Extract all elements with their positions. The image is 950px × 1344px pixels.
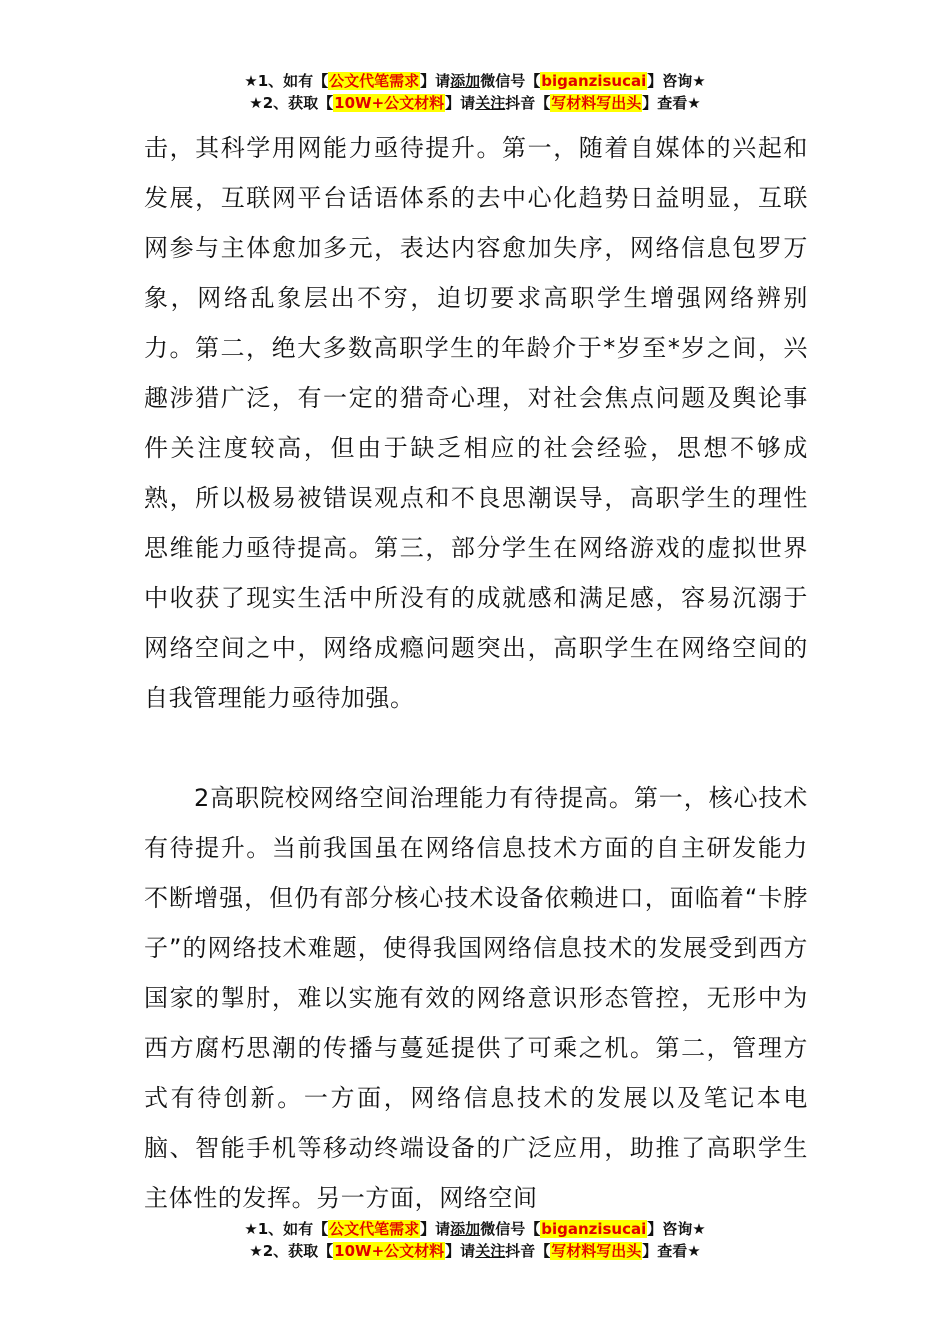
star-icon: ★	[244, 72, 258, 90]
paragraph-1: 击，其科学用网能力亟待提升。第一，随着自媒体的兴起和发展，互联网平台话语体系的去中心化趋势日益明显，互联网参与主体愈加多元，表达内容愈加失序，网络信息包罗万象，网络乱象层出不穷，迫切要求高职学生增强网络辨别力。第二，绝大多数高职学生的年龄介于*岁至*岁之间，兴趣涉猎广泛，有一定的猎奇心理，对社会焦点问题及舆论事件关注度较高，但由于缺乏相应的社会经验，思想不够成熟，所以极易被错误观点和不良思潮误导，高职学生的理性思维能力亟待提高。第三，部分学生在网络游戏的虚拟世界中收获了现实生活中所没有的成就感和满足感，容易沉溺于网络空间之中，网络成瘾问题突出，高职学生在网络空间的自我管理能力亟待加强。	[144, 134, 808, 712]
highlight-text: 10W+公文材料	[334, 94, 445, 112]
highlight-text: 写材料写出头	[551, 94, 642, 112]
highlight-text: biganzisucai	[541, 1220, 647, 1238]
highlight-text: 公文代笔需求	[329, 1220, 420, 1238]
paragraph-spacer	[144, 723, 808, 773]
banner-line-1: ★1、如有【公文代笔需求】请添加微信号【biganzisucai】咨询★	[244, 72, 706, 90]
document-body	[144, 123, 808, 1223]
highlight-text: 10W+公文材料	[334, 1242, 445, 1260]
banner-line-2: ★2、获取【10W+公文材料】请关注抖音【写材料写出头】查看★	[249, 1242, 701, 1260]
banner-line-1: ★1、如有【公文代笔需求】请添加微信号【biganzisucai】咨询★	[244, 1220, 706, 1238]
highlight-text: 写材料写出头	[551, 1242, 642, 1260]
star-icon: ★	[249, 1242, 263, 1260]
star-icon: ★	[244, 1220, 258, 1238]
star-icon: ★	[692, 72, 706, 90]
star-icon: ★	[687, 94, 701, 112]
star-icon: ★	[692, 1220, 706, 1238]
highlight-text: biganzisucai	[541, 72, 647, 90]
star-icon: ★	[249, 94, 263, 112]
star-icon: ★	[687, 1242, 701, 1260]
footer-banner	[0, 1218, 950, 1262]
paragraph-2: 2高职院校网络空间治理能力有待提高。第一，核心技术有待提升。当前我国虽在网络信息技术方面的自主研发能力不断增强，但仍有部分核心技术设备依赖进口，面临着“卡脖子”的网络技术难题，使得我国网络信息技术的发展受到西方国家的掣肘，难以实施有效的网络意识形态管控，无形中为西方腐朽思潮的传播与蔓延提供了可乘之机。第二，管理方式有待创新。一方面，网络信息技术的发展以及笔记本电脑、智能手机等移动终端设备的广泛应用，助推了高职学生主体性的发挥。另一方面，网络空间	[144, 784, 808, 1212]
highlight-text: 公文代笔需求	[329, 72, 420, 90]
banner-line-2: ★2、获取【10W+公文材料】请关注抖音【写材料写出头】查看★	[249, 94, 701, 112]
header-banner	[0, 70, 950, 114]
